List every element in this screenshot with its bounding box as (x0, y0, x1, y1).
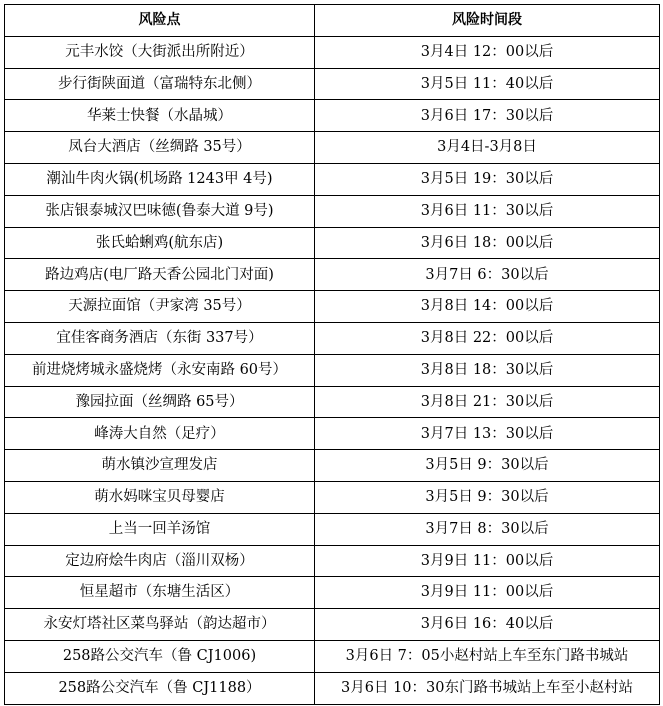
risk-point-cell: 天源拉面馆（尹家湾 35号） (5, 291, 315, 323)
risk-time-cell: 3月6日 17：30以后 (315, 100, 660, 132)
table-row (5, 163, 660, 195)
risk-point-cell: 萌水镇沙宣理发店 (5, 450, 315, 482)
header-risk-time-period: 风险时间段 (315, 5, 660, 37)
header-risk-point: 风险点 (5, 5, 315, 37)
table-body (5, 36, 660, 704)
risk-time-cell: 3月8日 14：00以后 (315, 291, 660, 323)
risk-point-cell: 凤台大酒店（丝绸路 35号） (5, 132, 315, 164)
table-row (5, 354, 660, 386)
risk-point-cell: 258路公交汽车（鲁 CJ1006) (5, 640, 315, 672)
table-row (5, 418, 660, 450)
table-row (5, 68, 660, 100)
table-row (5, 227, 660, 259)
risk-point-cell: 步行街陕面道（富瑞特东北侧） (5, 68, 315, 100)
risk-time-cell: 3月6日 7：05小赵村站上车至东门路书城站 (315, 640, 660, 672)
risk-point-cell: 峰涛大自然（足疗） (5, 418, 315, 450)
risk-points-table (4, 4, 660, 705)
table-row (5, 322, 660, 354)
risk-time-cell: 3月9日 11：00以后 (315, 545, 660, 577)
table-row (5, 545, 660, 577)
risk-point-cell: 路边鸡店(电厂路天香公园北门对面) (5, 259, 315, 291)
risk-point-cell: 永安灯塔社区菜鸟驿站（韵达超市） (5, 609, 315, 641)
table-row (5, 577, 660, 609)
risk-point-cell: 豫园拉面（丝绸路 65号） (5, 386, 315, 418)
risk-point-cell: 张氏蛤蜊鸡(航东店) (5, 227, 315, 259)
risk-point-cell: 萌水妈咪宝贝母婴店 (5, 481, 315, 513)
header-row (5, 5, 660, 37)
table-row (5, 481, 660, 513)
risk-time-cell: 3月8日 18：30以后 (315, 354, 660, 386)
table-row (5, 100, 660, 132)
table-row (5, 291, 660, 323)
risk-point-cell: 前进烧烤城永盛烧烤（永安南路 60号） (5, 354, 315, 386)
table-row (5, 672, 660, 704)
table-row (5, 195, 660, 227)
table-row (5, 640, 660, 672)
risk-time-cell: 3月9日 11：00以后 (315, 577, 660, 609)
risk-point-cell: 张店银泰城汉巴味德(鲁泰大道 9号) (5, 195, 315, 227)
risk-time-cell: 3月6日 18：00以后 (315, 227, 660, 259)
risk-time-cell: 3月7日 8：30以后 (315, 513, 660, 545)
risk-time-cell: 3月7日 6：30以后 (315, 259, 660, 291)
table-row (5, 132, 660, 164)
risk-time-cell: 3月8日 21：30以后 (315, 386, 660, 418)
risk-time-cell: 3月5日 11：40以后 (315, 68, 660, 100)
risk-time-cell: 3月6日 11：30以后 (315, 195, 660, 227)
risk-time-cell: 3月8日 22：00以后 (315, 322, 660, 354)
risk-point-cell: 元丰水饺（大街派出所附近） (5, 36, 315, 68)
risk-time-cell: 3月5日 9：30以后 (315, 450, 660, 482)
risk-time-cell: 3月7日 13：30以后 (315, 418, 660, 450)
risk-point-cell: 258路公交汽车（鲁 CJ1188） (5, 672, 315, 704)
risk-point-cell: 华莱士快餐（水晶城） (5, 100, 315, 132)
table-row (5, 36, 660, 68)
risk-point-cell: 定边府烩牛肉店（淄川双杨） (5, 545, 315, 577)
risk-time-cell: 3月5日 19：30以后 (315, 163, 660, 195)
table-row (5, 259, 660, 291)
table-row (5, 513, 660, 545)
table-row (5, 386, 660, 418)
risk-time-cell: 3月6日 16：40以后 (315, 609, 660, 641)
risk-point-cell: 潮汕牛肉火锅(机场路 1243甲 4号) (5, 163, 315, 195)
risk-point-cell: 上当一回羊汤馆 (5, 513, 315, 545)
table-row (5, 609, 660, 641)
risk-time-cell: 3月6日 10：30东门路书城站上车至小赵村站 (315, 672, 660, 704)
risk-time-cell: 3月4日-3月8日 (315, 132, 660, 164)
table-row (5, 450, 660, 482)
table-header (5, 5, 660, 37)
risk-time-cell: 3月5日 9：30以后 (315, 481, 660, 513)
risk-time-cell: 3月4日 12：00以后 (315, 36, 660, 68)
risk-point-cell: 恒星超市（东塘生活区） (5, 577, 315, 609)
risk-point-cell: 宜佳客商务酒店（东街 337号） (5, 322, 315, 354)
